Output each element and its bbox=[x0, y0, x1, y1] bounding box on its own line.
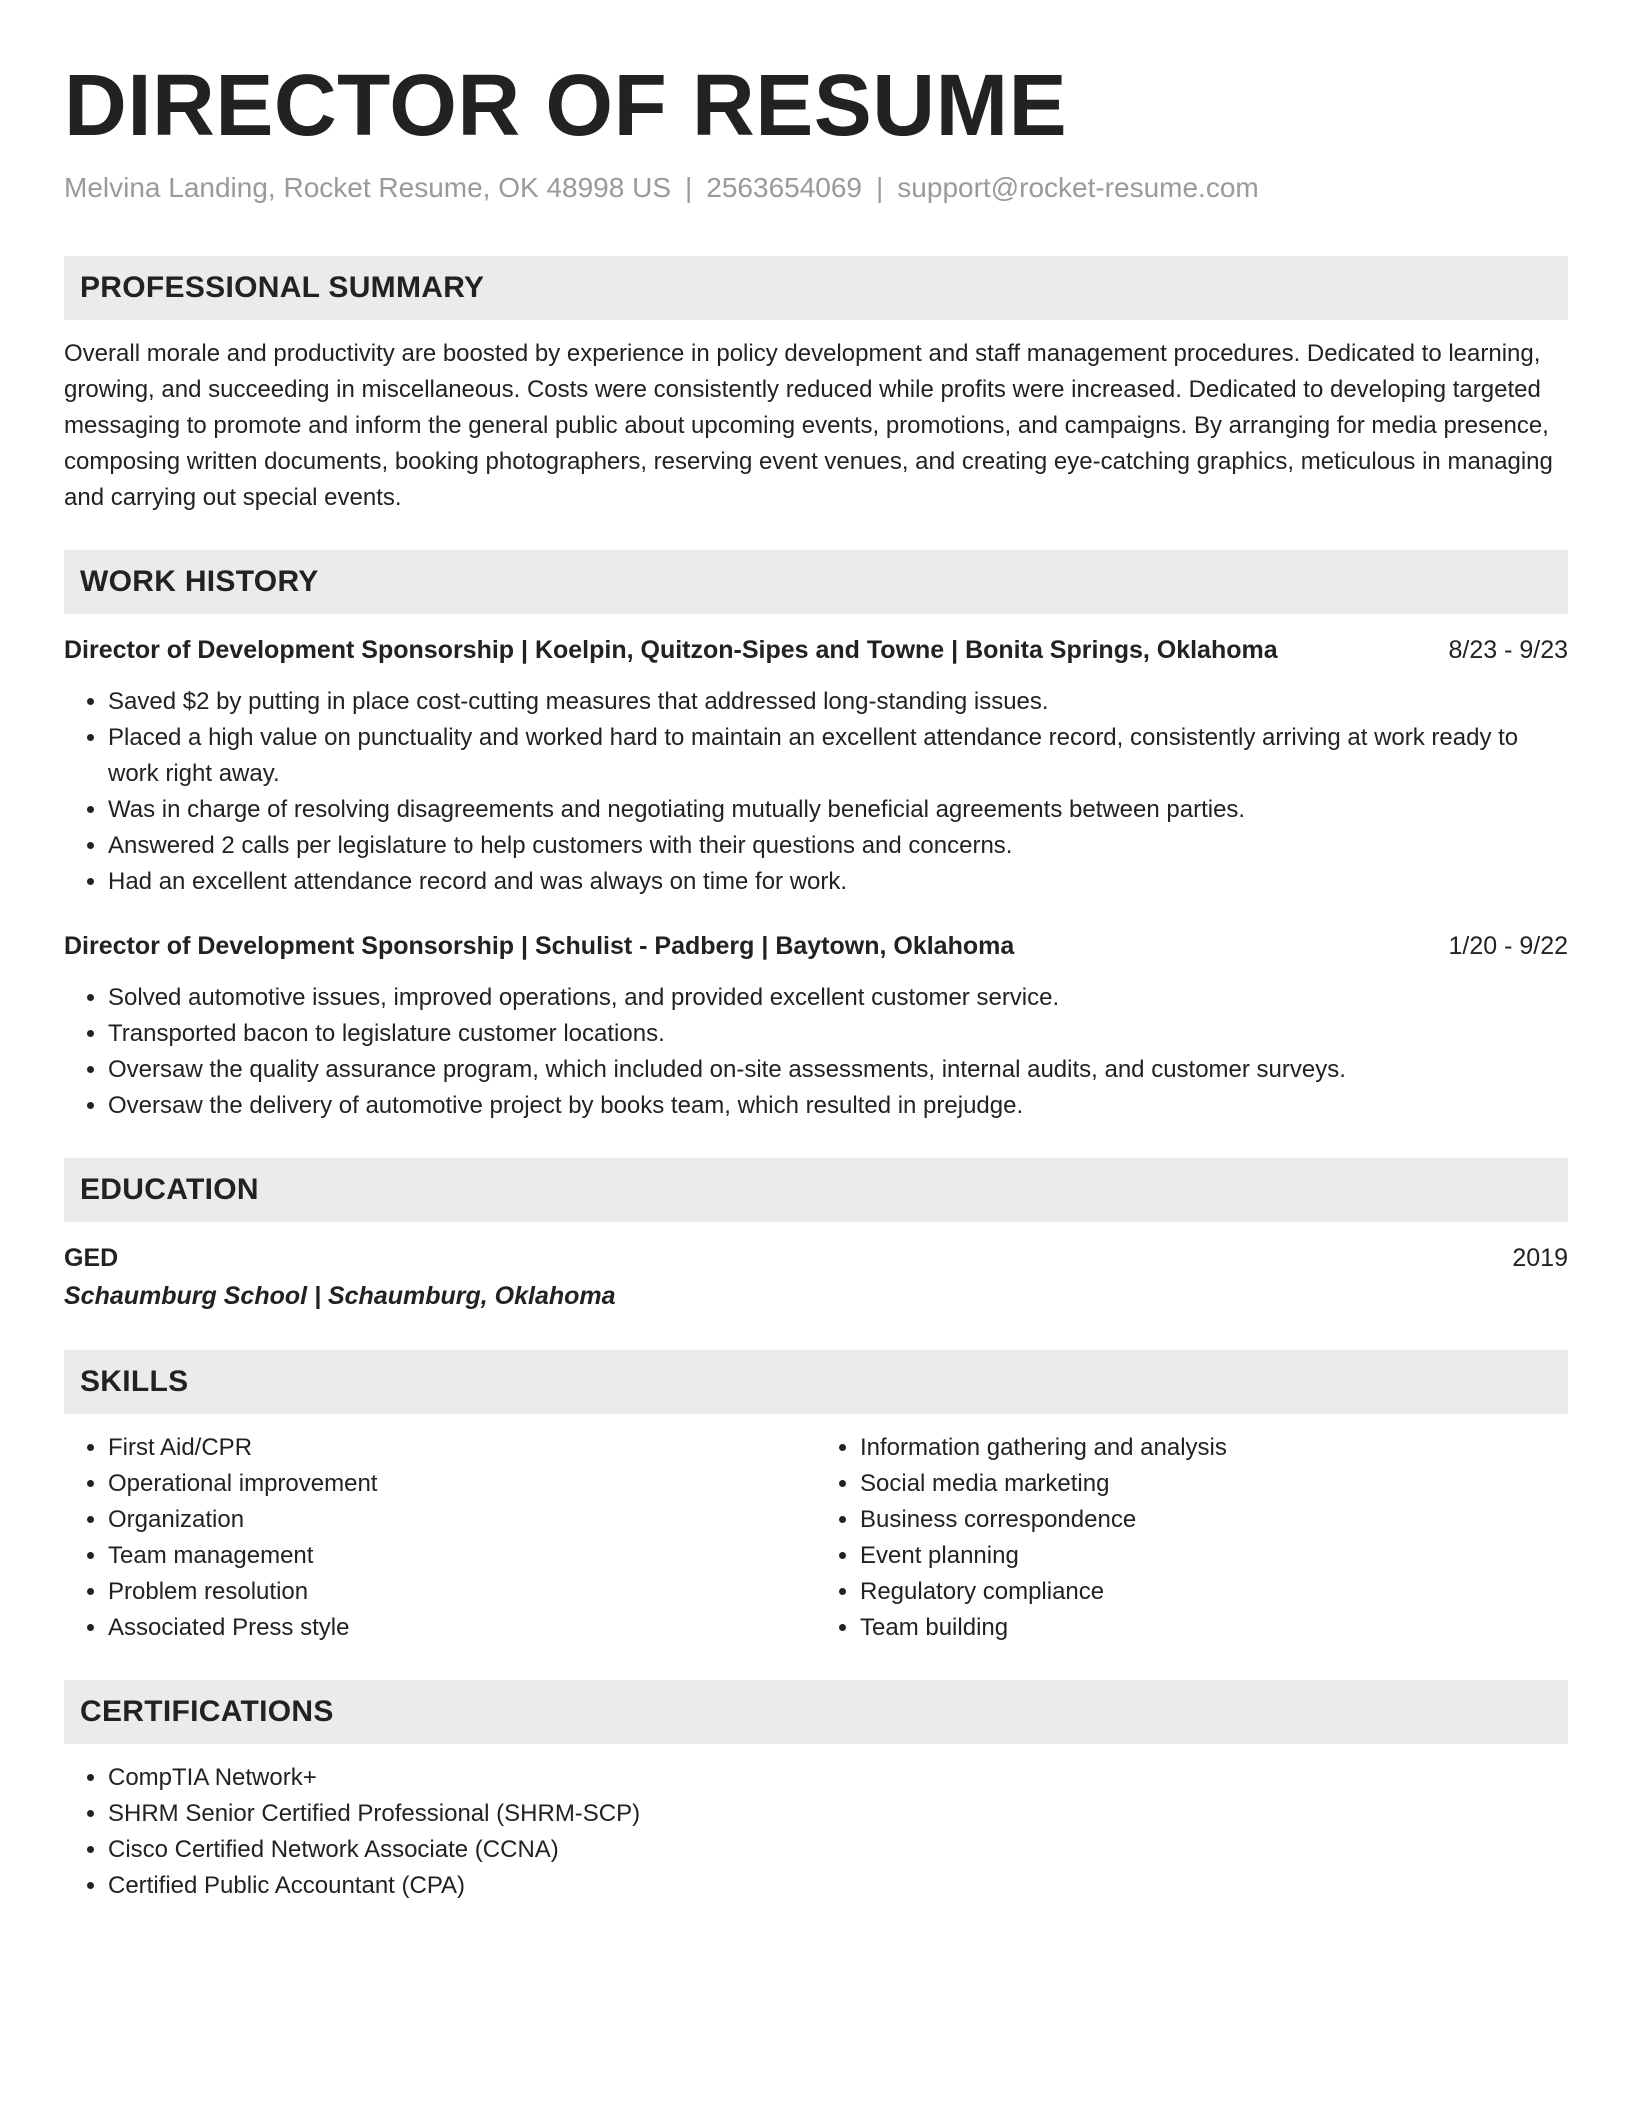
education-school: Schaumburg School | Schaumburg, Oklahoma bbox=[64, 1282, 616, 1310]
summary-text: Overall morale and productivity are boosted by experience in policy development and staff management procedures. Dedicated to learning, growing, and succeeding in miscellaneous. Costs were consistently reduced while profits were increased. Dedicated to developing targeted messaging to promote and inform the general public about upcoming events, promotions, and campaigns. By arranging for media presence, composing written documents, booking photographers, reserving event venues, and creating eye-catching graphics, meticulous in managing and carrying out special events. bbox=[64, 340, 1553, 511]
section-heading-summary: PROFESSIONAL SUMMARY bbox=[64, 256, 1568, 320]
skill-item: • Team building bbox=[860, 1610, 1568, 1646]
job-bullet: • Answered 2 calls per legislature to help customers with their questions and concerns. bbox=[108, 828, 1568, 864]
job-bullet: • Oversaw the delivery of automotive project by books team, which resulted in prejudge. bbox=[108, 1088, 1568, 1124]
job-title: Director of Development Sponsorship | Schulist - Padberg | Baytown, Oklahoma bbox=[64, 932, 1015, 960]
job-bullet: • Oversaw the quality assurance program, which included on-site assessments, internal audits, and customer surveys. bbox=[108, 1052, 1568, 1088]
contact-separator: | bbox=[876, 172, 884, 203]
certification-item: • Certified Public Accountant (CPA) bbox=[108, 1868, 1568, 1904]
skills-columns bbox=[64, 1414, 1568, 1646]
contact-separator: | bbox=[685, 172, 693, 203]
skill-item: • Social media marketing bbox=[860, 1466, 1568, 1502]
education-year: 2019 bbox=[1512, 1244, 1568, 1272]
skills-list-left bbox=[64, 1430, 816, 1646]
job-entry bbox=[64, 928, 1568, 1124]
skill-item: • Associated Press style bbox=[108, 1610, 816, 1646]
job-entry bbox=[64, 632, 1568, 900]
contact-email: support@rocket-resume.com bbox=[897, 172, 1259, 203]
job-header bbox=[64, 928, 1568, 964]
certifications-list bbox=[64, 1760, 1568, 1904]
job-bullet: • Saved $2 by putting in place cost-cutting measures that addressed long-standing issues. bbox=[108, 684, 1568, 720]
skill-item: • Team management bbox=[108, 1538, 816, 1574]
section-heading-education: EDUCATION bbox=[64, 1158, 1568, 1222]
job-bullet: • Placed a high value on punctuality and worked hard to maintain an excellent attendance record, consistently arriving at work ready to work right away. bbox=[108, 720, 1568, 792]
certification-item: • Cisco Certified Network Associate (CCNA) bbox=[108, 1832, 1568, 1868]
job-dates: 8/23 - 9/23 bbox=[1448, 636, 1568, 664]
job-bullet: • Transported bacon to legislature customer locations. bbox=[108, 1016, 1568, 1052]
job-bullets bbox=[64, 980, 1568, 1124]
skills-list-right bbox=[816, 1430, 1568, 1646]
section-heading-certifications: CERTIFICATIONS bbox=[64, 1680, 1568, 1744]
job-bullets bbox=[64, 684, 1568, 900]
skill-item: • Problem resolution bbox=[108, 1574, 816, 1610]
skill-item: • Organization bbox=[108, 1502, 816, 1538]
job-bullet: • Had an excellent attendance record and was always on time for work. bbox=[108, 864, 1568, 900]
job-bullet: • Solved automotive issues, improved operations, and provided excellent customer service. bbox=[108, 980, 1568, 1016]
certification-item: • CompTIA Network+ bbox=[108, 1760, 1568, 1796]
education-header bbox=[64, 1240, 1568, 1276]
skill-item: • Regulatory compliance bbox=[860, 1574, 1568, 1610]
section-heading-skills: SKILLS bbox=[64, 1350, 1568, 1414]
job-dates: 1/20 - 9/22 bbox=[1448, 932, 1568, 960]
contact-phone: 2563654069 bbox=[706, 172, 863, 203]
skill-item: • Information gathering and analysis bbox=[860, 1430, 1568, 1466]
skill-item: • Operational improvement bbox=[108, 1466, 816, 1502]
skill-item: • Business correspondence bbox=[860, 1502, 1568, 1538]
education-degree: GED bbox=[64, 1244, 119, 1272]
skill-item: • Event planning bbox=[860, 1538, 1568, 1574]
section-heading-work-history: WORK HISTORY bbox=[64, 550, 1568, 614]
job-header bbox=[64, 632, 1568, 668]
certification-item: • SHRM Senior Certified Professional (SHRM-SCP) bbox=[108, 1796, 1568, 1832]
contact-line bbox=[64, 170, 1568, 206]
contact-address: Melvina Landing, Rocket Resume, OK 48998 US bbox=[64, 172, 671, 203]
job-title: Director of Development Sponsorship | Koelpin, Quitzon-Sipes and Towne | Bonita Springs, Oklahoma bbox=[64, 636, 1278, 664]
resume-name: DIRECTOR OF RESUME bbox=[64, 57, 1068, 154]
skill-item: • First Aid/CPR bbox=[108, 1430, 816, 1466]
job-bullet: • Was in charge of resolving disagreements and negotiating mutually beneficial agreements between parties. bbox=[108, 792, 1568, 828]
